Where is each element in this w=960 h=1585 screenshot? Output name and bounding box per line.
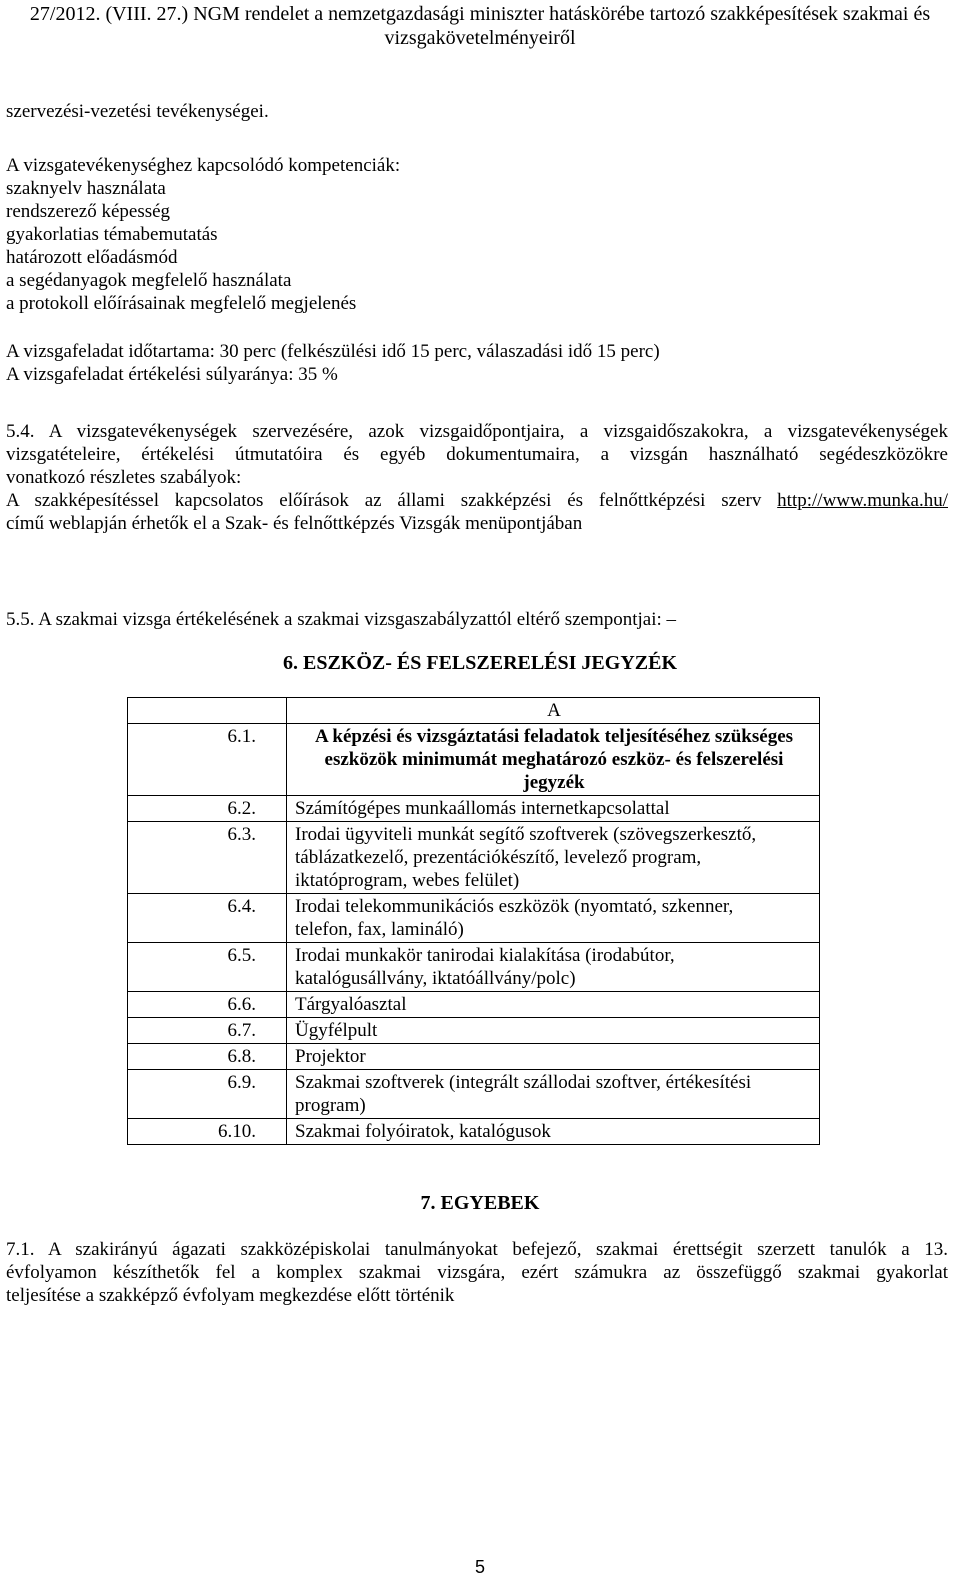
row-number: 6.5. xyxy=(128,943,287,992)
section-5-4-line-2: vizsgatételeire, értékelési útmutatóira és egyéb dokumentumaira, a vizsgán használható segédeszközökre xyxy=(6,444,948,465)
row-number: 6.6. xyxy=(128,992,287,1018)
row-number: 6.4. xyxy=(128,894,287,943)
section-7-title: 7. EGYEBEK xyxy=(420,1192,540,1214)
document-header xyxy=(0,0,960,50)
description-line: Projektor xyxy=(295,1046,366,1067)
description-line: jegyzék xyxy=(523,772,585,793)
row-description xyxy=(287,894,820,943)
competency-item: rendszerező képesség xyxy=(6,201,171,222)
row-description xyxy=(287,724,820,796)
row-description xyxy=(287,1070,820,1119)
section-5-4-line-3: vonatkozó részletes szabályok: xyxy=(6,467,242,488)
header-line-1: 27/2012. (VIII. 27.) NGM rendelet a nemzetgazdasági miniszter hatáskörébe tartozó szakképesítések szakmai és xyxy=(29,3,931,25)
munka-hu-link[interactable]: http://www.munka.hu/ xyxy=(777,490,948,511)
row-description xyxy=(287,796,820,822)
row-description xyxy=(287,1018,820,1044)
equipment-table xyxy=(127,697,820,1145)
table-row xyxy=(128,992,820,1018)
row-number: 6.3. xyxy=(128,822,287,894)
description-line: táblázatkezelő, prezentációkészítő, levelező program, xyxy=(295,847,702,868)
table-row xyxy=(128,1018,820,1044)
description-line: Számítógépes munkaállomás internetkapcsolattal xyxy=(295,798,670,819)
description-line: Szakmai szoftverek (integrált szállodai szoftver, értékesítési xyxy=(295,1072,752,1093)
table-row xyxy=(128,943,820,992)
description-line: Irodai telekommunikációs eszközök (nyomtató, szkenner, xyxy=(295,896,734,917)
row-number: 6.7. xyxy=(128,1018,287,1044)
competencies-heading: A vizsgatevékenységhez kapcsolódó kompetenciák: xyxy=(6,155,401,176)
section-7-line-1: 7.1. A szakirányú ágazati szakközépiskolai tanulmányokat befejező, szakmai érettségit szerzett tanulók a 13. xyxy=(6,1239,948,1260)
table-row xyxy=(128,1044,820,1070)
table-row xyxy=(128,822,820,894)
competency-item: a segédanyagok megfelelő használata xyxy=(6,270,292,291)
competency-item: határozott előadásmód xyxy=(6,247,178,268)
description-line: program) xyxy=(295,1095,366,1116)
description-line: katalógusállvány, iktatóállvány/polc) xyxy=(295,968,576,989)
description-line: Szakmai folyóiratok, katalógusok xyxy=(295,1121,551,1142)
description-line: Tárgyalóasztal xyxy=(295,994,407,1015)
section-5-4-line-5: című weblapján érhetők el a Szak- és felnőttképzés Vizsgák menüpontjában xyxy=(6,513,583,534)
competency-item: a protokoll előírásainak megfelelő megjelenés xyxy=(6,293,357,314)
description-line: Ügyfélpult xyxy=(295,1020,378,1041)
section-5-5-text: 5.5. A szakmai vizsga értékelésének a szakmai vizsgaszabályzattól eltérő szempontjai: – xyxy=(6,609,677,630)
table-header-row xyxy=(128,698,820,724)
row-description xyxy=(287,1044,820,1070)
description-line: Irodai munkakör tanirodai kialakítása (irodabútor, xyxy=(295,945,675,966)
description-line: telefon, fax, lamináló) xyxy=(295,919,464,940)
table-row xyxy=(128,1070,820,1119)
row-number: 6.1. xyxy=(128,724,287,796)
continuation-text: szervezési-vezetési tevékenységei. xyxy=(6,101,269,122)
section-5-4-line-4 xyxy=(6,489,948,512)
row-number: 6.10. xyxy=(128,1119,287,1145)
header-line-2: vizsgakövetelményeiről xyxy=(384,27,576,49)
row-description xyxy=(287,822,820,894)
section-5-5 xyxy=(6,608,948,631)
section-7-body xyxy=(6,1238,948,1307)
description-line: A képzési és vizsgáztatási feladatok teljesítéséhez szükséges xyxy=(314,726,794,747)
table-column-a-header: A xyxy=(287,698,820,724)
description-line: Irodai ügyviteli munkát segítő szoftverek (szövegszerkesztő, xyxy=(295,824,757,845)
exam-weight: A vizsgafeladat értékelési súlyaránya: 35 % xyxy=(6,364,338,385)
table-row xyxy=(128,796,820,822)
section-5-4-line-1: 5.4. A vizsgatevékenységek szervezésére, azok vizsgaidőpontjaira, a vizsgaidőszakokra, a vizsgatevékenységek xyxy=(6,421,948,442)
section-7-line-2: évfolyamon készíthetők fel a komplex szakmai vizsgára, ezért számukra az összefüggő szakmai gyakorlat xyxy=(6,1262,948,1283)
row-description xyxy=(287,1119,820,1145)
page-number: 5 xyxy=(474,1557,485,1577)
row-description xyxy=(287,943,820,992)
table-header-empty-cell xyxy=(128,698,287,724)
row-number: 6.2. xyxy=(128,796,287,822)
row-number: 6.8. xyxy=(128,1044,287,1070)
row-description xyxy=(287,992,820,1018)
competencies-block xyxy=(6,154,948,315)
exam-info-block xyxy=(6,340,948,386)
section-7-line-3: teljesítése a szakképző évfolyam megkezdése előtt történik xyxy=(6,1285,455,1306)
section-6-title: 6. ESZKÖZ- ÉS FELSZERELÉSI JEGYZÉK xyxy=(282,652,678,674)
competency-item: szaknyelv használata xyxy=(6,178,166,199)
section-5-4 xyxy=(6,420,948,535)
competency-item: gyakorlatias témabemutatás xyxy=(6,224,218,245)
description-line: iktatóprogram, webes felület) xyxy=(295,870,520,891)
description-line: eszközök minimumát meghatározó eszköz- és felszerelési xyxy=(324,749,784,770)
table-row xyxy=(128,894,820,943)
table-row xyxy=(128,1119,820,1145)
exam-duration: A vizsgafeladat időtartama: 30 perc (felkészülési idő 15 perc, válaszadási idő 15 perc) xyxy=(6,341,660,362)
table-row xyxy=(128,724,820,796)
regulation-text: A szakképesítéssel kapcsolatos előírások az állami szakképzési és felnőttképzési szerv xyxy=(6,490,762,511)
row-number: 6.9. xyxy=(128,1070,287,1119)
intro-block xyxy=(6,100,948,123)
